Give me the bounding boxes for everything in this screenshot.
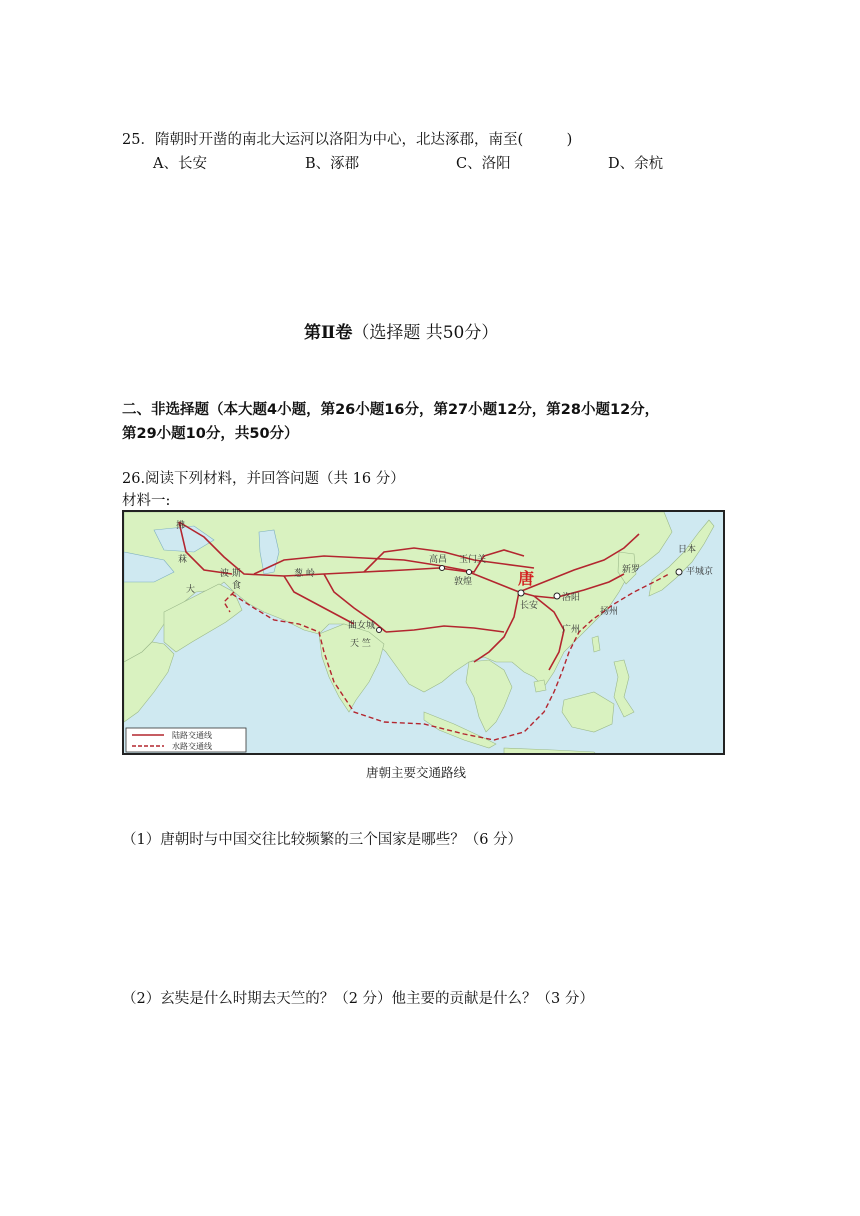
map-label-dashi2: 食: [232, 581, 242, 591]
map-label-changan: 长安: [520, 601, 539, 611]
question-25-stem: 25．隋朝时开凿的南北大运河以洛阳为中心，北达涿郡，南至( ): [122, 132, 573, 148]
q26-subquestion-2: （2）玄奘是什么时期去天竺的？（2 分）他主要的贡献是什么？（3 分）: [122, 991, 594, 1007]
map-label-dashi: 大: [186, 585, 196, 595]
map-label-guangzhou: 广州: [562, 625, 581, 635]
material-1-label: 材料一:: [122, 493, 171, 509]
map-caption: 唐朝主要交通路线: [366, 765, 467, 780]
hainan-land: [534, 680, 546, 692]
map-label-riben: 日本: [678, 545, 697, 555]
map-label-pingchengjing: 平城京: [686, 567, 714, 577]
q25-option-b: B、涿郡: [305, 156, 360, 172]
map-label-yumenguan: 玉门关: [459, 555, 487, 565]
q25-option-d: D、余杭: [608, 156, 664, 172]
legend-sea: 水路交通线: [172, 742, 212, 751]
map-label-tang: 唐: [518, 569, 535, 588]
map-label-xinluo: 新罗: [622, 565, 641, 575]
part-2-title-rest: （选择题 共50分）: [352, 323, 499, 343]
part-2-title-bold: 第Ⅱ卷: [304, 323, 353, 343]
map-graphic: [124, 512, 724, 754]
map-label-luoyang: 洛阳: [562, 593, 581, 603]
q25-option-a: A、长安: [153, 156, 207, 172]
section-2-heading-line2: 第29小题10分，共50分）: [122, 426, 299, 442]
question-26-stem: 26.阅读下列材料，并回答问题（共 16 分）: [122, 471, 405, 487]
part-2-title: [304, 318, 498, 343]
map-label-bosi: 波 斯: [220, 569, 241, 579]
map-legend: [126, 728, 246, 752]
map-label-dunhuang: 敦煌: [454, 577, 473, 587]
map-label-gaochang: 高昌: [429, 555, 448, 565]
q26-subquestion-1: （1）唐朝时与中国交往比较频繁的三个国家是哪些？（6 分）: [122, 832, 523, 848]
map-label-fulin: 拂: [176, 521, 186, 531]
map-label-qunv: 曲女城: [348, 621, 376, 631]
q25-option-c: C、洛阳: [456, 156, 511, 172]
section-2-heading-line1: 二、非选择题（本大题4小题，第26小题16分，第27小题12分，第28小题12分，: [122, 402, 660, 418]
map-label-yangzhou: 扬州: [600, 607, 619, 617]
map-label-fulin2: 菻: [178, 555, 188, 565]
legend-land: 陆路交通线: [172, 731, 212, 740]
map-label-tianzhu: 天 竺: [350, 639, 371, 649]
map-label-congling: 葱 岭: [294, 569, 315, 579]
tang-routes-map: [122, 510, 725, 755]
